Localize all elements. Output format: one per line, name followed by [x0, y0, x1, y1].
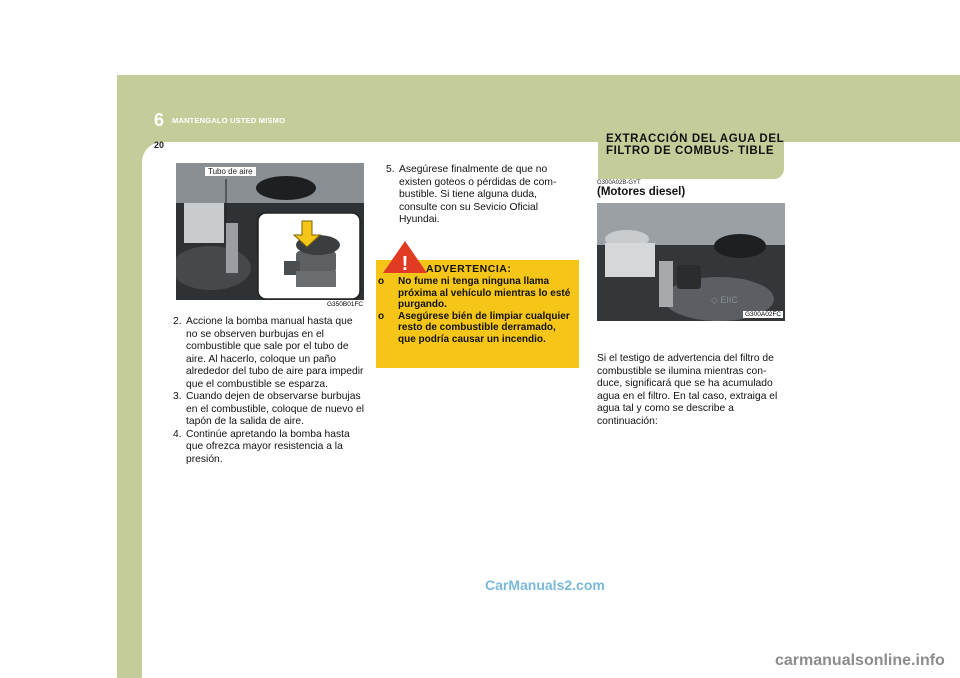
step-number: 2. — [173, 316, 182, 327]
step-item — [173, 391, 365, 429]
step-number: 5. — [386, 164, 395, 175]
warning-item — [378, 311, 576, 346]
warning-item — [378, 276, 576, 311]
section-title: EXTRACCIÓN DEL AGUA DEL FILTRO DE COMBUS- TIBLE — [606, 133, 785, 157]
engine-photo-right-drawing — [597, 203, 785, 321]
warning-title: ADVERTENCIA: — [426, 263, 512, 275]
section-subtitle: (Motores diesel) — [597, 186, 686, 198]
step-text: Cuando dejen de observarse burbujas en el combustible, coloque de nuevo el tapón de la salida de aire. — [186, 391, 365, 427]
step-number: 3. — [173, 391, 182, 402]
warning-box — [376, 260, 579, 368]
warning-bullet: o — [378, 276, 385, 287]
engine-photo-right — [597, 203, 785, 321]
warning-bullet: o — [378, 310, 385, 322]
step-item — [173, 316, 365, 391]
chapter-number: 6 — [154, 110, 165, 130]
page-number: 20 — [154, 140, 165, 150]
warning-list — [378, 276, 576, 346]
step-text: Continúe apretando la bomba hasta que ofrezca mayor resistencia a la presión. — [186, 428, 350, 465]
svg-text:◇ EIIC: ◇ EIIC — [711, 295, 738, 305]
chapter-title: MANTENGALO USTED MISMO — [172, 116, 286, 125]
middle-steps — [386, 164, 576, 227]
watermark-center: CarManuals2.com — [485, 577, 605, 593]
warning-triangle-icon — [382, 240, 428, 274]
watermark-footer: carmanualsonline.info — [775, 652, 945, 669]
left-steps — [173, 316, 365, 466]
engine-photo-left-drawing — [176, 163, 364, 300]
warning-text: No fume ni tenga ninguna llama próxima al vehículo mientras lo esté purgando. — [398, 276, 571, 311]
step-text: Accione la bomba manual hasta que no se observen burbujas en el combustible que sale por el tubo de aire. Al hacerlo, coloque un paño alrededor del tubo de aire para impedir que el combustible se esparza. — [186, 316, 364, 390]
step-number: 4. — [173, 428, 182, 440]
warning-exclamation: ! — [401, 253, 409, 274]
step-item — [173, 429, 365, 467]
step-item — [386, 164, 576, 227]
section-code: G300A02B-GYT — [597, 180, 641, 186]
right-body: Si el testigo de advertencia del filtro de combustible se ilumina mientras con- duce, significará que se ha acumulado agua en el filtro. En tal caso, extraiga el agua tal y como se describe a continuación: — [597, 353, 778, 427]
engine-photo-left — [176, 163, 364, 300]
warning-text: Asegúrese bién de limpiar cualquier resto de combustible derramado, que podría causar un incendio. — [398, 310, 570, 345]
air-tube-label: Tubo de aire — [205, 167, 256, 176]
right-figure-code: G300A02FC — [745, 311, 782, 318]
left-figure-code: G350B01FC — [327, 301, 364, 308]
step-text: Asegúrese finalmente de que no existen goteos o pérdidas de com- bustible. Si tiene alguna duda, consulte con su Sevicio Oficial Hyundai. — [399, 164, 557, 225]
